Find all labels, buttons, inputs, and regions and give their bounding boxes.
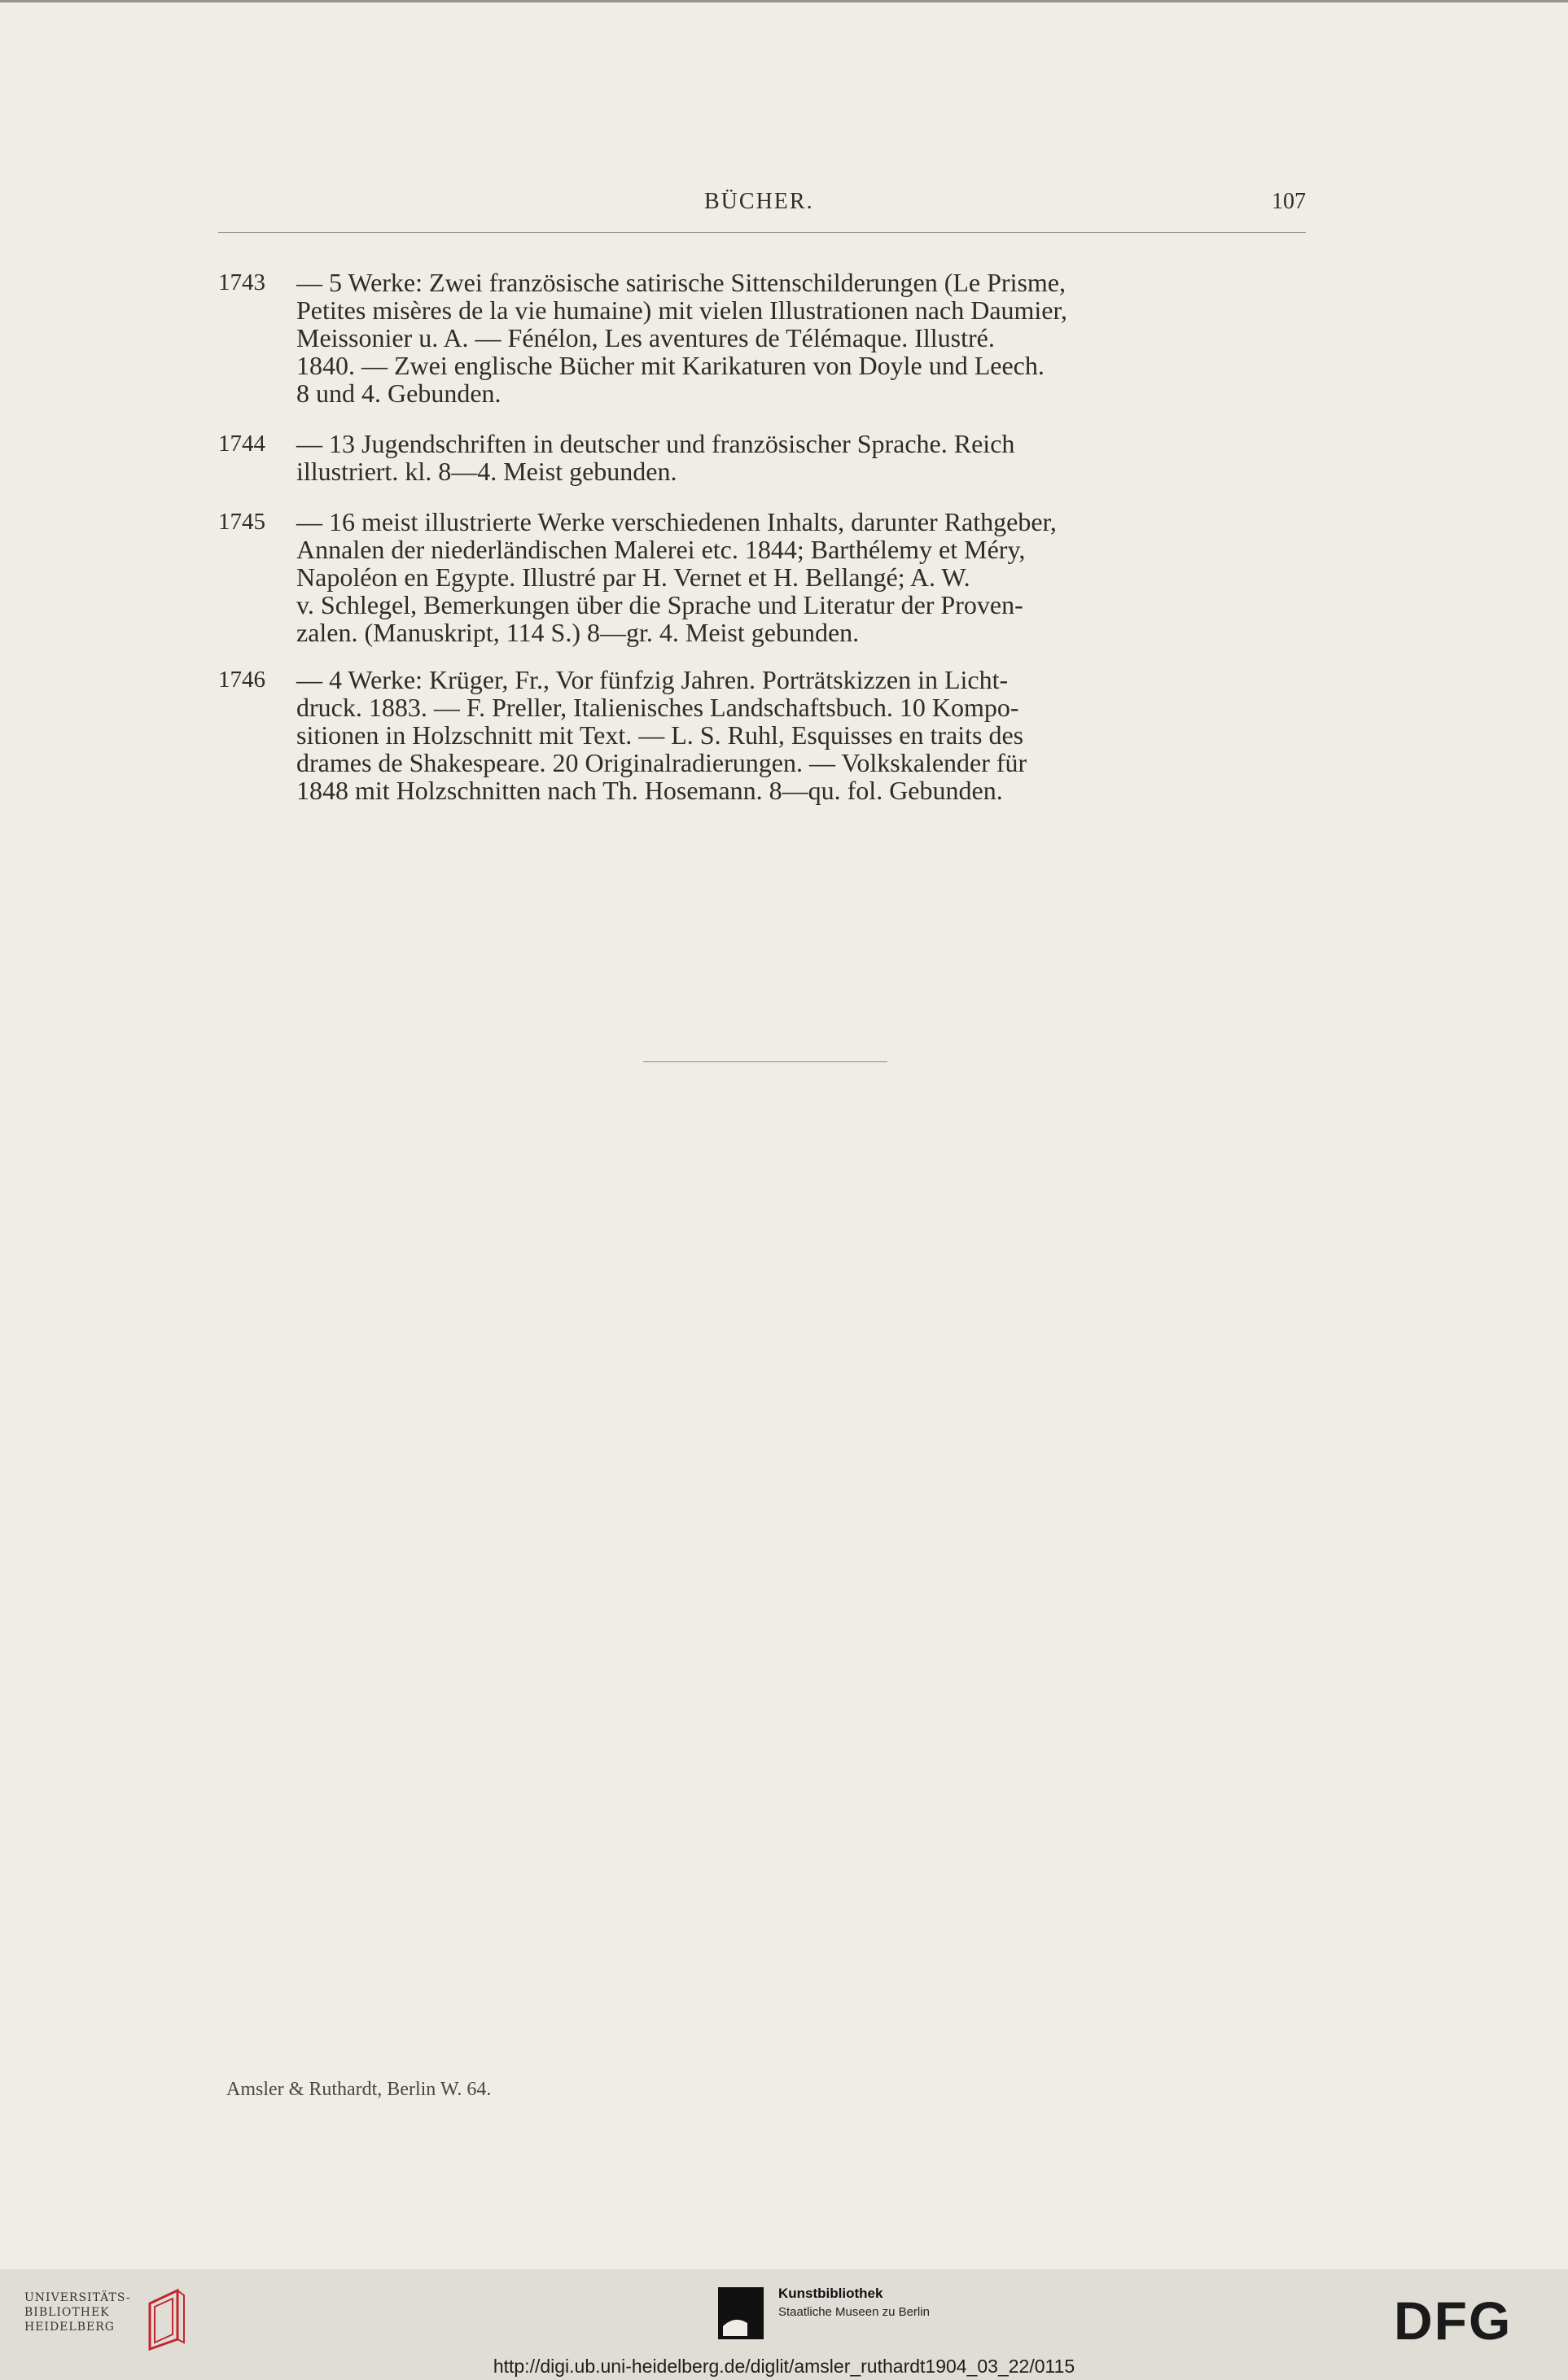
entry-number: 1744 — [218, 431, 265, 457]
dfg-logo: DFG — [1394, 2290, 1513, 2351]
entry-number: 1746 — [218, 667, 265, 693]
kunstbibliothek-logo-icon — [718, 2287, 764, 2339]
running-head — [218, 189, 1306, 221]
entry-number: 1745 — [218, 509, 265, 535]
entry-text — [296, 430, 1306, 485]
entry-line: — 5 Werke: Zwei französische satirische Sittenschilderungen (Le Prisme, — [296, 268, 1066, 297]
entry-line: 8 und 4. Gebunden. — [296, 378, 501, 408]
publisher-imprint: Amsler & Ruthardt, Berlin W. 64. — [226, 2079, 492, 2100]
entry-line: zalen. (Manuskript, 114 S.) 8—gr. 4. Meist gebunden. — [296, 618, 860, 647]
entry-text — [296, 269, 1306, 407]
entry-line: — 13 Jugendschriften in deutscher und französischer Sprache. Reich — [296, 429, 1015, 458]
entry-line: sitionen in Holzschnitt mit Text. — L. S. Ruhl, Esquisses en traits des — [296, 720, 1024, 750]
library-line: UNIVERSITÄTS- — [24, 2291, 131, 2304]
entry-line: — 16 meist illustrierte Werke verschiedenen Inhalts, darunter Rathgeber, — [296, 507, 1057, 536]
header-rule — [218, 232, 1306, 233]
page-title: BÜCHER. — [704, 189, 814, 214]
entry-line: v. Schlegel, Bemerkungen über die Sprache und Literatur der Proven- — [296, 590, 1023, 619]
top-border-rule — [0, 0, 1568, 2]
entry-line: 1840. — Zwei englische Bücher mit Karikaturen von Doyle und Leech. — [296, 351, 1045, 380]
entry-line: druck. 1883. — F. Preller, Italienisches Landschaftsbuch. 10 Kompo- — [296, 693, 1019, 722]
permalink-url[interactable]: http://digi.ub.uni-heidelberg.de/diglit/amsler_ruthardt1904_03_22/0115 — [493, 2356, 1075, 2377]
entry-line: illustriert. kl. 8—4. Meist gebunden. — [296, 457, 677, 486]
kunstbibliothek-subtitle: Staatliche Museen zu Berlin — [778, 2305, 930, 2319]
kunstbibliothek-name: Kunstbibliothek — [778, 2286, 883, 2301]
entry-text — [296, 508, 1306, 646]
entry-line: Annalen der niederländischen Malerei etc. 1844; Barthélemy et Méry, — [296, 535, 1026, 564]
entry-line: drames de Shakespeare. 20 Originalradierungen. — Volkskalender für — [296, 748, 1027, 777]
entry-number: 1743 — [218, 269, 265, 295]
section-divider — [643, 1061, 887, 1062]
entry-line: 1848 mit Holzschnitten nach Th. Hosemann. 8—qu. fol. Gebunden. — [296, 776, 1003, 805]
entry-line: Petites misères de la vie humaine) mit vielen Illustrationen nach Daumier, — [296, 295, 1067, 325]
entry-line: Napoléon en Egypte. Illustré par H. Vernet et H. Bellangé; A. W. — [296, 562, 970, 592]
entry-line: — 4 Werke: Krüger, Fr., Vor fünfzig Jahren. Porträtskizzen in Licht- — [296, 665, 1009, 694]
library-line: BIBLIOTHEK — [24, 2306, 110, 2319]
entry-line: Meissonier u. A. — Fénélon, Les aventures de Télémaque. Illustré. — [296, 323, 995, 352]
library-book-icon — [145, 2286, 189, 2351]
page-number: 107 — [1272, 189, 1306, 214]
library-line: HEIDELBERG — [24, 2321, 115, 2334]
entry-text — [296, 666, 1306, 804]
